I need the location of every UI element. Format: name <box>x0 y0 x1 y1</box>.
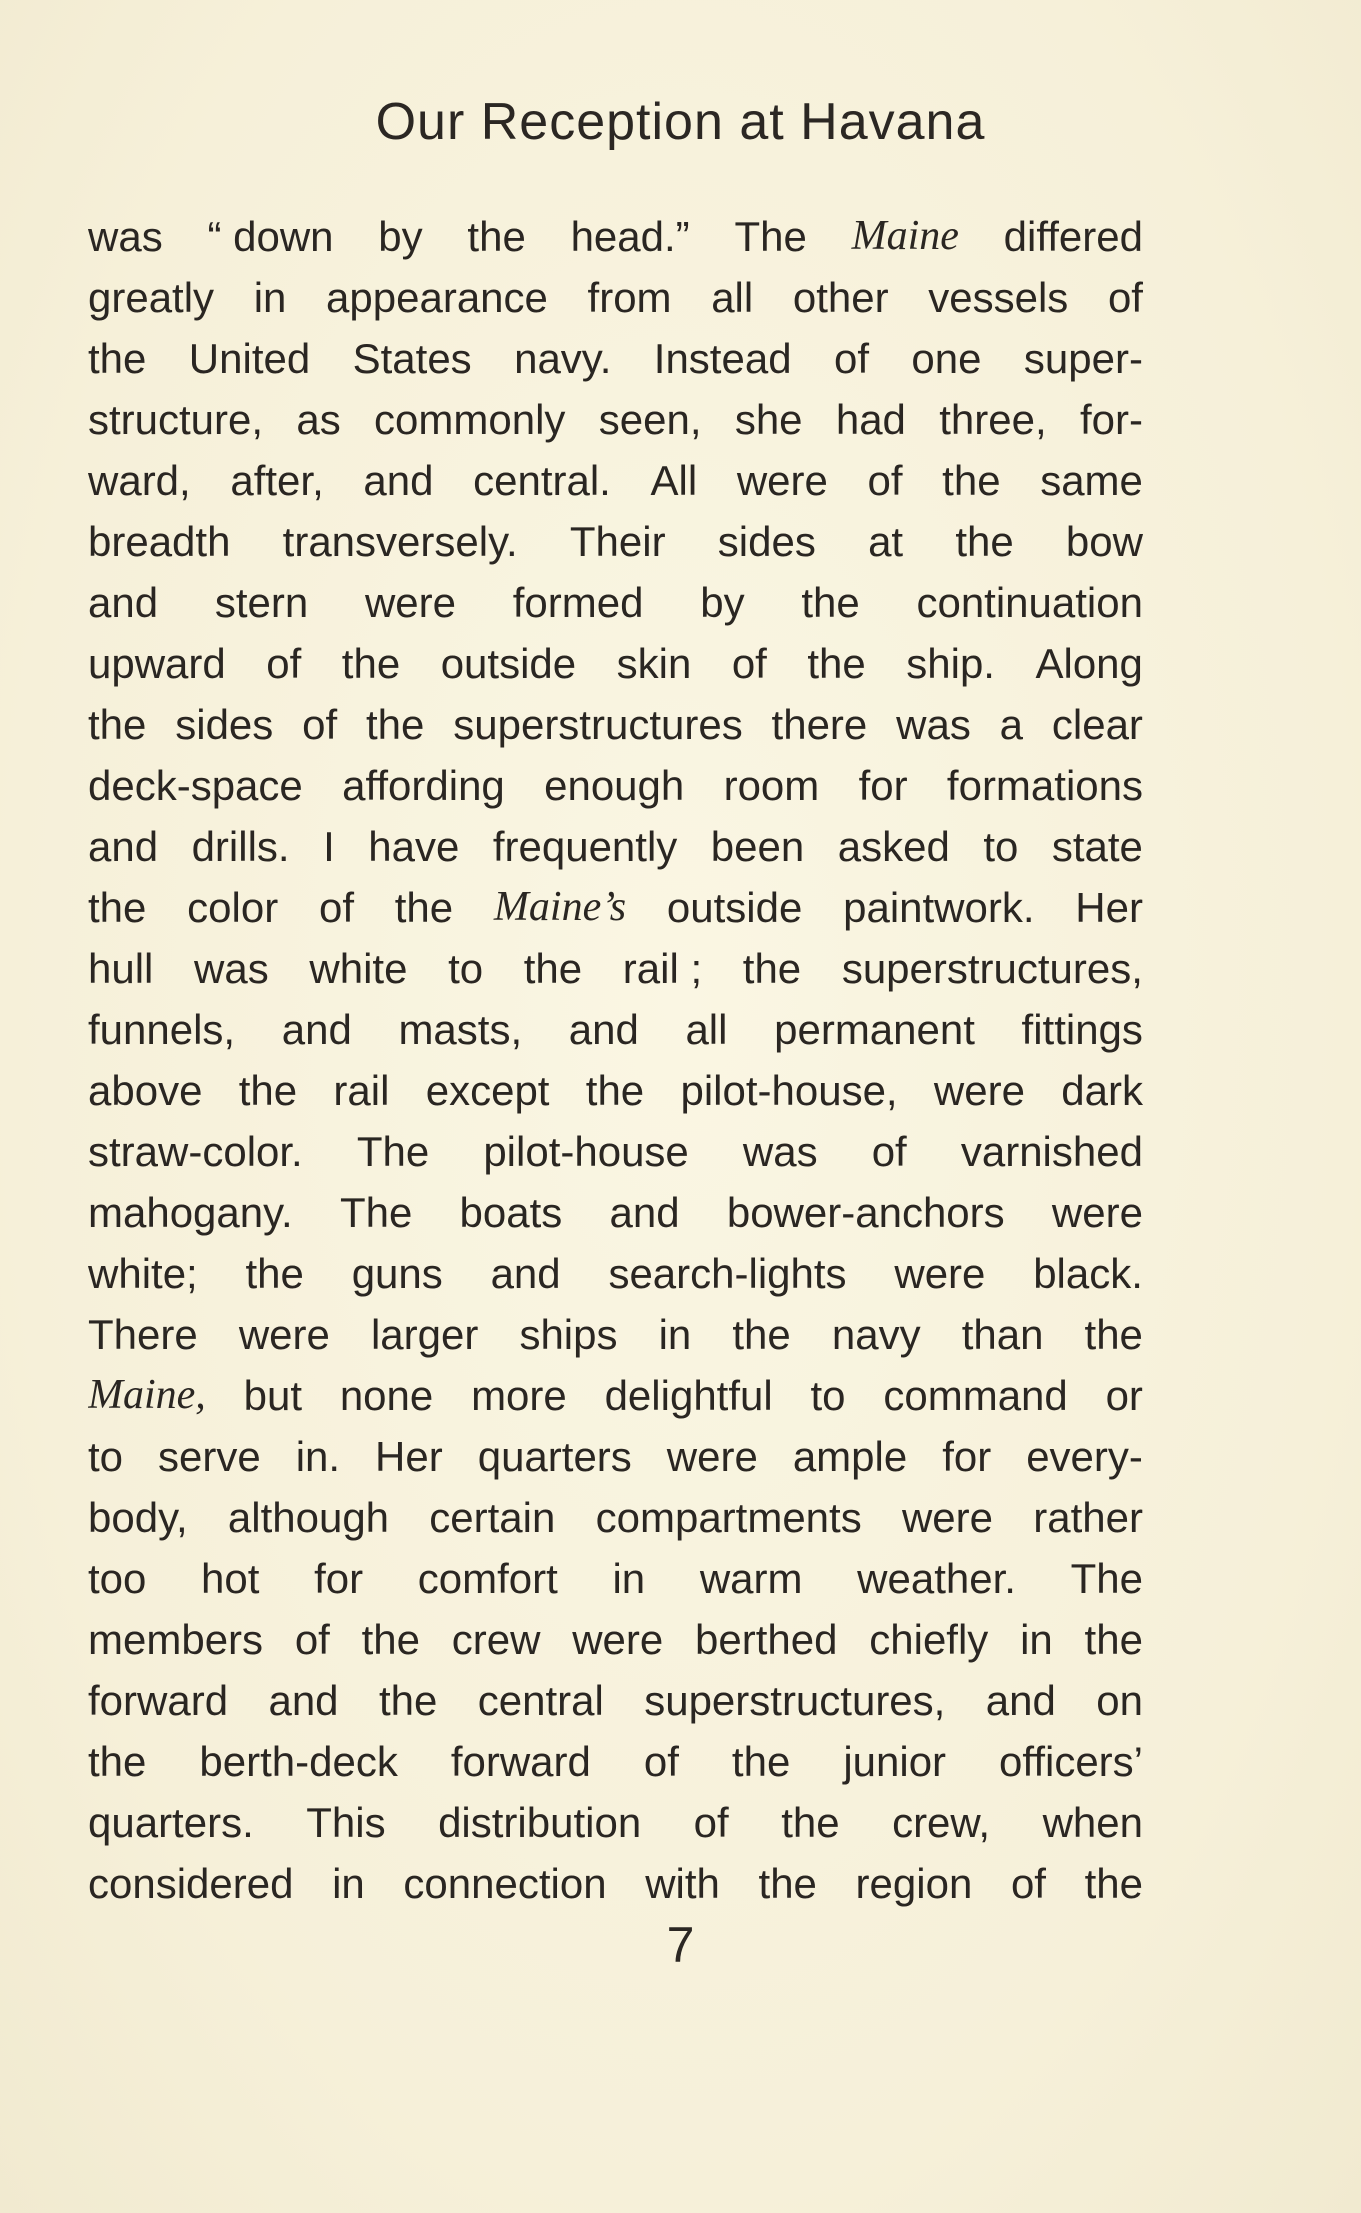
word: hot <box>201 1555 260 1602</box>
word: and <box>88 823 159 870</box>
word: drills. <box>191 823 290 870</box>
word: were <box>572 1616 664 1663</box>
word: the <box>731 1738 791 1785</box>
word: the <box>394 884 454 931</box>
word: weather. <box>857 1555 1016 1602</box>
text-line <box>88 1426 1143 1487</box>
word: command <box>883 1372 1068 1419</box>
text-line <box>88 1670 1143 1731</box>
word: was <box>742 1128 818 1175</box>
word: The <box>339 1189 413 1236</box>
word: forward <box>450 1738 591 1785</box>
word: boats <box>459 1189 563 1236</box>
word: were <box>364 579 456 626</box>
word: the <box>732 1311 791 1358</box>
word: the <box>238 1067 298 1114</box>
word: breadth <box>88 518 231 565</box>
text-line <box>88 877 1143 938</box>
word: ships <box>519 1311 618 1358</box>
word: rail ; <box>622 945 703 992</box>
word: central. <box>473 457 611 504</box>
text-line <box>88 1853 1143 1914</box>
word: and <box>609 1189 680 1236</box>
word: the <box>1084 1860 1143 1907</box>
word: I <box>323 823 335 870</box>
word: distribution <box>438 1799 642 1846</box>
word: color <box>187 884 279 931</box>
word: the <box>378 1677 438 1724</box>
word: greatly <box>88 274 215 321</box>
word: there <box>771 701 868 748</box>
word: crew, <box>892 1799 991 1846</box>
word: There <box>88 1311 198 1358</box>
word: outside <box>440 640 577 687</box>
word: in <box>658 1311 692 1358</box>
word: of <box>693 1799 729 1846</box>
word: superstructures <box>453 701 743 748</box>
word: certain <box>429 1494 556 1541</box>
word: the <box>1084 1311 1143 1358</box>
text-line <box>88 1243 1143 1304</box>
word: black. <box>1033 1250 1143 1297</box>
word: Her <box>1075 884 1143 931</box>
word: by <box>378 213 423 260</box>
word: Along <box>1035 640 1143 687</box>
word: hull <box>88 945 154 992</box>
word: and <box>363 457 434 504</box>
word: by <box>700 579 745 626</box>
word: seen, <box>598 396 702 443</box>
text-line <box>88 694 1143 755</box>
word: were <box>894 1250 986 1297</box>
word: search-lights <box>608 1250 847 1297</box>
word: of <box>731 640 767 687</box>
text-line <box>88 633 1143 694</box>
word: Instead <box>653 335 792 382</box>
word: although <box>227 1494 390 1541</box>
word: warm <box>699 1555 803 1602</box>
word: forward <box>88 1677 229 1724</box>
word: but <box>243 1372 302 1419</box>
word: quarters. <box>88 1799 254 1846</box>
word: more <box>471 1372 567 1419</box>
word: to <box>810 1372 846 1419</box>
word: officers’ <box>999 1738 1143 1785</box>
word: as <box>296 396 341 443</box>
word: of <box>1010 1860 1046 1907</box>
word: region <box>855 1860 973 1907</box>
word: for <box>858 762 908 809</box>
running-head: Our Reception at Havana <box>375 93 986 151</box>
word: the <box>88 1738 147 1785</box>
word: every- <box>1026 1433 1143 1480</box>
word: chiefly <box>869 1616 989 1663</box>
word: the <box>807 640 866 687</box>
word: white <box>309 945 408 992</box>
word: three, <box>939 396 1047 443</box>
word: to <box>448 945 484 992</box>
word: were <box>1051 1189 1143 1236</box>
word: of <box>867 457 903 504</box>
text-line <box>88 450 1143 511</box>
word: varnished <box>960 1128 1143 1175</box>
word: and <box>281 1006 352 1053</box>
word: except <box>425 1067 550 1114</box>
word: the <box>942 457 1001 504</box>
body-text <box>88 206 1143 1914</box>
word: vessels <box>928 274 1069 321</box>
word: The <box>356 1128 430 1175</box>
word: ample <box>792 1433 908 1480</box>
word: differed <box>1003 213 1143 260</box>
word: in <box>1020 1616 1053 1663</box>
word: above <box>88 1067 203 1114</box>
word: all <box>711 274 754 321</box>
text-line <box>88 511 1143 572</box>
word: than <box>961 1311 1044 1358</box>
word: at <box>868 518 904 565</box>
word: been <box>710 823 805 870</box>
word: transversely. <box>282 518 518 565</box>
word: the <box>341 640 401 687</box>
word: skin <box>616 640 692 687</box>
word: of <box>294 1616 330 1663</box>
word: of <box>1107 274 1143 321</box>
word: and <box>490 1250 561 1297</box>
word: upward <box>88 640 226 687</box>
word: central <box>477 1677 604 1724</box>
word: outside <box>666 884 803 931</box>
word: and <box>985 1677 1056 1724</box>
text-line <box>88 389 1143 450</box>
text-line <box>88 1182 1143 1243</box>
word: none <box>339 1372 434 1419</box>
word: ward, <box>88 457 191 504</box>
word: serve <box>158 1433 261 1480</box>
word: room <box>723 762 820 809</box>
word: were <box>666 1433 758 1480</box>
word: the <box>801 579 860 626</box>
word: of <box>643 1738 679 1785</box>
text-line <box>88 1487 1143 1548</box>
italic-word: Maine, <box>88 1372 206 1418</box>
word: on <box>1096 1677 1143 1724</box>
word: The <box>734 213 807 260</box>
word: in. <box>295 1433 341 1480</box>
word: masts, <box>398 1006 523 1053</box>
word: bow <box>1065 518 1143 565</box>
word: continuation <box>916 579 1143 626</box>
word: superstructures, <box>841 945 1143 992</box>
word: other <box>792 274 889 321</box>
word: was <box>88 213 163 260</box>
word: mahogany. <box>88 1189 293 1236</box>
word: the <box>88 335 147 382</box>
text-line <box>88 1304 1143 1365</box>
word: were <box>933 1067 1025 1114</box>
word: the <box>366 701 425 748</box>
word: for- <box>1079 396 1143 443</box>
word: the <box>361 1616 420 1663</box>
word: sides <box>175 701 274 748</box>
word: the <box>585 1067 645 1114</box>
word: of <box>318 884 354 931</box>
text-line <box>88 1792 1143 1853</box>
word: pilot-house, <box>680 1067 898 1114</box>
word: after, <box>230 457 324 504</box>
word: were <box>736 457 828 504</box>
text-line <box>88 755 1143 816</box>
word: super- <box>1023 335 1143 382</box>
text-line <box>88 1548 1143 1609</box>
word: were <box>238 1311 330 1358</box>
word: had <box>835 396 906 443</box>
word: This <box>306 1799 386 1846</box>
word: the <box>758 1860 817 1907</box>
text-line <box>88 1365 1143 1426</box>
word: commonly <box>374 396 566 443</box>
word: navy. <box>514 335 612 382</box>
text-line <box>88 816 1143 877</box>
word: have <box>368 823 460 870</box>
italic-word: Maine <box>851 213 959 259</box>
word: compartments <box>595 1494 862 1541</box>
word: considered <box>88 1860 294 1907</box>
word: funnels, <box>88 1006 236 1053</box>
word: one <box>911 335 982 382</box>
word: in <box>253 274 287 321</box>
word: state <box>1051 823 1143 870</box>
word: or <box>1105 1372 1143 1419</box>
word: of <box>871 1128 907 1175</box>
word: deck-space <box>88 762 303 809</box>
word: connection <box>403 1860 607 1907</box>
word: fittings <box>1021 1006 1143 1053</box>
word: head.” <box>570 213 690 260</box>
word: for <box>942 1433 992 1480</box>
word: frequently <box>492 823 678 870</box>
word: berthed <box>695 1616 838 1663</box>
word: the <box>1084 1616 1143 1663</box>
text-line <box>88 999 1143 1060</box>
word: to <box>88 1433 124 1480</box>
word: she <box>734 396 803 443</box>
word: of <box>833 335 869 382</box>
word: junior <box>843 1738 947 1785</box>
word: navy <box>831 1311 921 1358</box>
word: the <box>88 884 147 931</box>
word: bower-anchors <box>726 1189 1005 1236</box>
word: a <box>999 701 1024 748</box>
word: same <box>1040 457 1143 504</box>
word: in <box>332 1860 365 1907</box>
word: superstructures, <box>644 1677 946 1724</box>
word: structure, <box>88 396 264 443</box>
word: of <box>266 640 302 687</box>
text-line <box>88 206 1143 267</box>
word: when <box>1042 1799 1143 1846</box>
text-line <box>88 267 1143 328</box>
word: Their <box>569 518 666 565</box>
word: for <box>314 1555 364 1602</box>
word: from <box>587 274 672 321</box>
word: All <box>650 457 698 504</box>
word: and <box>568 1006 639 1053</box>
word: members <box>88 1616 264 1663</box>
word: in <box>612 1555 646 1602</box>
text-line <box>88 1731 1143 1792</box>
word: straw-color. <box>88 1128 303 1175</box>
word: was <box>896 701 971 748</box>
word: to <box>983 823 1019 870</box>
word: United <box>188 335 311 382</box>
word: white; <box>88 1250 198 1297</box>
word: the <box>742 945 802 992</box>
word: with <box>645 1860 720 1907</box>
word: enough <box>544 762 685 809</box>
text-line <box>88 328 1143 389</box>
word: paintwork. <box>843 884 1035 931</box>
page-number: 7 <box>666 1917 695 1973</box>
word: dark <box>1061 1067 1143 1114</box>
word: was <box>194 945 269 992</box>
word: comfort <box>417 1555 558 1602</box>
word: sides <box>717 518 816 565</box>
text-line <box>88 1609 1143 1670</box>
text-line <box>88 572 1143 633</box>
word: appearance <box>326 274 548 321</box>
word: permanent <box>774 1006 975 1053</box>
word: crew <box>451 1616 541 1663</box>
word: and <box>268 1677 339 1724</box>
word: clear <box>1051 701 1143 748</box>
text-line <box>88 938 1143 999</box>
text-line <box>88 1060 1143 1121</box>
word: stern <box>214 579 309 626</box>
word: guns <box>351 1250 443 1297</box>
word: and <box>88 579 159 626</box>
text-line <box>88 1121 1143 1182</box>
word: States <box>352 335 472 382</box>
word: asked <box>837 823 950 870</box>
word: of <box>302 701 338 748</box>
word: the <box>955 518 1014 565</box>
italic-word: Maine’s <box>493 884 627 930</box>
word: body, <box>88 1494 188 1541</box>
word: too <box>88 1555 147 1602</box>
word: ship. <box>906 640 995 687</box>
word: “ down <box>207 213 334 260</box>
word: Her <box>375 1433 443 1480</box>
word: rail <box>333 1067 390 1114</box>
word: the <box>467 213 526 260</box>
word: pilot-house <box>483 1128 689 1175</box>
word: were <box>901 1494 993 1541</box>
word: formations <box>946 762 1143 809</box>
word: the <box>781 1799 840 1846</box>
word: the <box>523 945 583 992</box>
word: The <box>1070 1555 1143 1602</box>
word: all <box>685 1006 728 1053</box>
word: larger <box>370 1311 479 1358</box>
word: the <box>245 1250 304 1297</box>
word: berth-deck <box>199 1738 398 1785</box>
word: delightful <box>604 1372 773 1419</box>
word: quarters <box>477 1433 632 1480</box>
word: rather <box>1033 1494 1143 1541</box>
word: formed <box>512 579 644 626</box>
word: the <box>88 701 147 748</box>
word: affording <box>342 762 505 809</box>
